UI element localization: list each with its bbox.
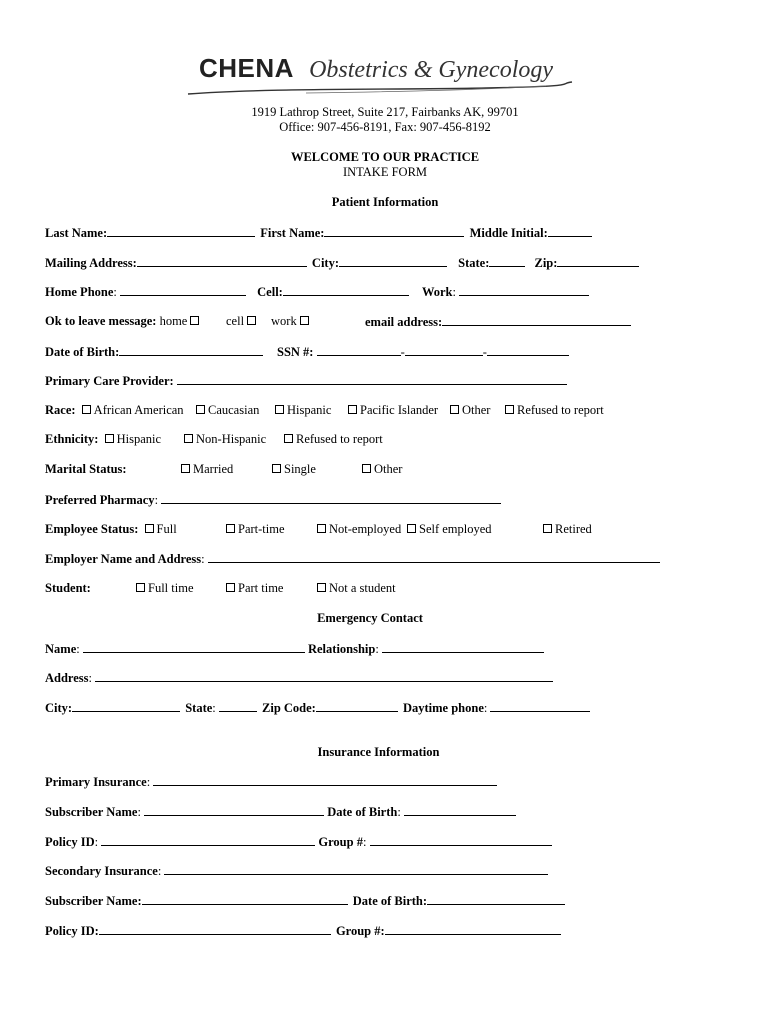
race-option-label: African American xyxy=(93,403,184,417)
race-pacific xyxy=(348,402,438,418)
employee-option-label: Not-employed xyxy=(329,522,402,536)
marital-row xyxy=(45,461,127,477)
group2-label: Group #: xyxy=(335,924,385,938)
emergency-state-label: State xyxy=(185,701,213,715)
emergency-state-field[interactable] xyxy=(219,699,257,712)
logo-chena-text: CHENA xyxy=(199,53,294,83)
subscriber-name-field[interactable] xyxy=(144,803,324,816)
employee-status-label: Employee Status: xyxy=(45,522,139,536)
zip-label: Zip: xyxy=(534,256,558,270)
marital-single-checkbox[interactable] xyxy=(272,464,281,473)
employee-self-employed xyxy=(407,521,492,537)
daytime-phone-field[interactable] xyxy=(490,699,590,712)
race-option-label: Other xyxy=(462,403,491,417)
race-caucasian-checkbox[interactable] xyxy=(196,405,205,414)
secondary-insurance-field[interactable] xyxy=(164,862,548,875)
form-title: INTAKE FORM xyxy=(342,165,428,179)
pharmacy-label: Preferred Pharmacy xyxy=(45,493,155,507)
welcome-heading: WELCOME TO OUR PRACTICE xyxy=(290,150,480,164)
secondary-insurance-row: Secondary Insurance: xyxy=(45,862,548,879)
insurance-heading: Insurance Information xyxy=(317,745,440,759)
emergency-address-field[interactable] xyxy=(95,669,553,682)
opt-cell-label: cell xyxy=(226,314,245,328)
race-row xyxy=(45,402,184,418)
marital-single xyxy=(272,461,316,477)
subscriber2-name-label: Subscriber Name: xyxy=(45,894,142,908)
marital-married xyxy=(181,461,233,477)
last-name-label: Last Name: xyxy=(45,226,108,240)
subscriber2-name-field[interactable] xyxy=(142,892,348,905)
relationship-field[interactable] xyxy=(382,640,544,653)
ethnicity-refused xyxy=(284,431,383,447)
employee-option-label: Full xyxy=(156,522,177,536)
ethnicity-non-hispanic xyxy=(184,431,266,447)
subscriber2-dob-label: Date of Birth: xyxy=(352,894,428,908)
practice-address: 1919 Lathrop Street, Suite 217, Fairbanks AK, 99701 xyxy=(251,105,519,119)
race-refused xyxy=(505,402,604,418)
opt-work-label: work xyxy=(271,314,297,328)
employee-option-label: Self employed xyxy=(419,522,492,536)
subscriber2-row xyxy=(45,892,565,909)
marital-other-checkbox[interactable] xyxy=(362,464,371,473)
cell-checkbox[interactable] xyxy=(247,316,256,325)
home-phone-field[interactable] xyxy=(120,283,246,296)
race-pacific-islander-checkbox[interactable] xyxy=(348,405,357,414)
primary-insurance-field[interactable] xyxy=(153,773,497,786)
middle-initial-field[interactable] xyxy=(548,224,592,237)
student-option-label: Part time xyxy=(238,581,284,595)
student-option-label: Not a student xyxy=(329,581,396,595)
first-name-label: First Name: xyxy=(260,226,325,240)
marital-other xyxy=(362,461,402,477)
policy2-id-field[interactable] xyxy=(99,922,331,935)
employee-option-label: Part-time xyxy=(238,522,285,536)
primary-insurance-label: Primary Insurance xyxy=(45,775,147,789)
policy2-row xyxy=(45,922,561,939)
emergency-zip-field[interactable] xyxy=(316,699,398,712)
subscriber-dob-field[interactable] xyxy=(404,803,516,816)
emergency-name-field[interactable] xyxy=(83,640,305,653)
ethnicity-hispanic-checkbox[interactable] xyxy=(105,434,114,443)
home-checkbox[interactable] xyxy=(190,316,199,325)
city-label: City: xyxy=(311,256,339,270)
employer-label: Employer Name and Address xyxy=(45,552,202,566)
marital-option-label: Married xyxy=(193,462,234,476)
opt-cell xyxy=(226,313,256,329)
emergency-city-field[interactable] xyxy=(72,699,180,712)
pcp-field[interactable] xyxy=(177,372,567,385)
employee-part-time xyxy=(226,521,285,537)
ethnicity-option-label: Hispanic xyxy=(116,432,162,446)
employee-option-label: Retired xyxy=(555,522,592,536)
race-other xyxy=(450,402,490,418)
student-full-time-checkbox[interactable] xyxy=(136,583,145,592)
dob-row xyxy=(45,343,263,360)
home-phone-label: Home Phone xyxy=(45,285,114,299)
group2-field[interactable] xyxy=(385,922,561,935)
ethnicity-option-label: Non-Hispanic xyxy=(196,432,267,446)
employee-self-employed-checkbox[interactable] xyxy=(407,524,416,533)
secondary-insurance-label: Secondary Insurance xyxy=(45,864,158,878)
pharmacy-field[interactable] xyxy=(161,491,501,504)
student-full-time xyxy=(136,580,194,596)
pharmacy-row: Preferred Pharmacy: xyxy=(45,491,501,508)
ssn-part3-field[interactable] xyxy=(487,343,569,356)
state-field[interactable] xyxy=(489,254,525,267)
emergency-zip-label: Zip Code: xyxy=(262,701,316,715)
ethnicity-row xyxy=(45,431,161,447)
ok-message-label: Ok to leave message: xyxy=(45,314,157,328)
subscriber-row: Subscriber Name: Date of Birth: xyxy=(45,803,516,820)
race-option-label: Hispanic xyxy=(287,403,332,417)
employee-status-row xyxy=(45,521,177,537)
zip-field[interactable] xyxy=(557,254,639,267)
city-field[interactable] xyxy=(339,254,447,267)
group-field[interactable] xyxy=(370,833,552,846)
dob-label: Date of Birth: xyxy=(45,345,120,359)
student-not xyxy=(317,580,396,596)
daytime-phone-label: Daytime phone xyxy=(402,701,484,715)
race-label: Race: xyxy=(45,403,76,417)
subscriber2-dob-field[interactable] xyxy=(427,892,565,905)
employee-not-employed xyxy=(317,521,401,537)
emergency-address-label: Address xyxy=(45,671,89,685)
primary-insurance-row: Primary Insurance: xyxy=(45,773,497,790)
mailing-address-field[interactable] xyxy=(137,254,307,267)
pcp-row xyxy=(45,372,567,389)
race-option-label: Pacific Islander xyxy=(360,403,439,417)
employer-row: Employer Name and Address: xyxy=(45,550,660,567)
pcp-label: Primary Care Provider: xyxy=(45,374,174,388)
emergency-address-row: Address: xyxy=(45,669,553,686)
group-label: Group # xyxy=(318,835,363,849)
policy2-id-label: Policy ID: xyxy=(45,924,99,938)
message-row xyxy=(45,313,199,329)
ethnicity-refused-checkbox[interactable] xyxy=(284,434,293,443)
logo-swoosh xyxy=(186,80,576,100)
cell-label: Cell: xyxy=(257,285,283,299)
student-part-time-checkbox[interactable] xyxy=(226,583,235,592)
ssn-part2-field[interactable] xyxy=(405,343,483,356)
student-row xyxy=(45,580,91,596)
work-checkbox[interactable] xyxy=(300,316,309,325)
student-label: Student: xyxy=(45,581,91,595)
work-field[interactable] xyxy=(459,283,589,296)
email-field[interactable] xyxy=(442,313,631,326)
employee-full-checkbox[interactable] xyxy=(145,524,154,533)
cell-field[interactable] xyxy=(283,283,409,296)
ssn-part1-field[interactable] xyxy=(317,343,401,356)
phone-row: Home Phone: Cell: Work: xyxy=(45,283,589,300)
employee-retired-checkbox[interactable] xyxy=(543,524,552,533)
employee-retired xyxy=(543,521,592,537)
employer-field[interactable] xyxy=(208,550,660,563)
race-refused-checkbox[interactable] xyxy=(505,405,514,414)
policy-id-field[interactable] xyxy=(101,833,315,846)
mailing-row xyxy=(45,254,639,271)
student-option-label: Full time xyxy=(148,581,194,595)
email-row xyxy=(365,313,631,330)
opt-home-label: home xyxy=(159,314,188,328)
race-african-american-checkbox[interactable] xyxy=(82,405,91,414)
last-name-field[interactable] xyxy=(107,224,255,237)
work-label: Work xyxy=(421,285,453,299)
student-not-checkbox[interactable] xyxy=(317,583,326,592)
email-label: email address: xyxy=(365,315,443,329)
marital-option-label: Other xyxy=(374,462,403,476)
ethnicity-option-label: Refused to report xyxy=(296,432,383,446)
race-option-label: Refused to report xyxy=(517,403,604,417)
first-name-field[interactable] xyxy=(324,224,464,237)
race-hispanic xyxy=(275,402,331,418)
patient-info-heading: Patient Information xyxy=(331,195,439,209)
employee-not-employed-checkbox[interactable] xyxy=(317,524,326,533)
dob-field[interactable] xyxy=(119,343,263,356)
emergency-city-row: City: State: Zip Code: Daytime phone: xyxy=(45,699,590,716)
state-label: State: xyxy=(458,256,490,270)
race-caucasian xyxy=(196,402,259,418)
marital-label: Marital Status: xyxy=(45,462,127,476)
emergency-name-row: Name: Relationship: xyxy=(45,640,544,657)
race-hispanic-checkbox[interactable] xyxy=(275,405,284,414)
policy-id-label: Policy ID xyxy=(45,835,95,849)
marital-married-checkbox[interactable] xyxy=(181,464,190,473)
subscriber-dob-label: Date of Birth xyxy=(327,805,398,819)
logo-specialty-text: Obstetrics & Gynecology xyxy=(309,57,554,83)
opt-work xyxy=(271,313,309,329)
emergency-name-label: Name xyxy=(45,642,77,656)
ethnicity-non-hispanic-checkbox[interactable] xyxy=(184,434,193,443)
employee-part-time-checkbox[interactable] xyxy=(226,524,235,533)
practice-phones: Office: 907-456-8191, Fax: 907-456-8192 xyxy=(279,120,491,134)
emergency-city-label: City: xyxy=(45,701,73,715)
race-other-checkbox[interactable] xyxy=(450,405,459,414)
mailing-address-label: Mailing Address: xyxy=(45,256,137,270)
ethnicity-label: Ethnicity: xyxy=(45,432,99,446)
middle-initial-label: Middle Initial: xyxy=(469,226,548,240)
ssn-label: SSN #: xyxy=(277,345,314,359)
ssn-row: SSN #: - - xyxy=(277,343,569,360)
student-part-time xyxy=(226,580,283,596)
subscriber-name-label: Subscriber Name xyxy=(45,805,138,819)
emergency-heading: Emergency Contact xyxy=(317,611,423,625)
name-row xyxy=(45,224,592,241)
marital-option-label: Single xyxy=(284,462,316,476)
relationship-label: Relationship xyxy=(307,642,376,656)
race-option-label: Caucasian xyxy=(208,403,260,417)
policy-row: Policy ID: Group #: xyxy=(45,833,552,850)
